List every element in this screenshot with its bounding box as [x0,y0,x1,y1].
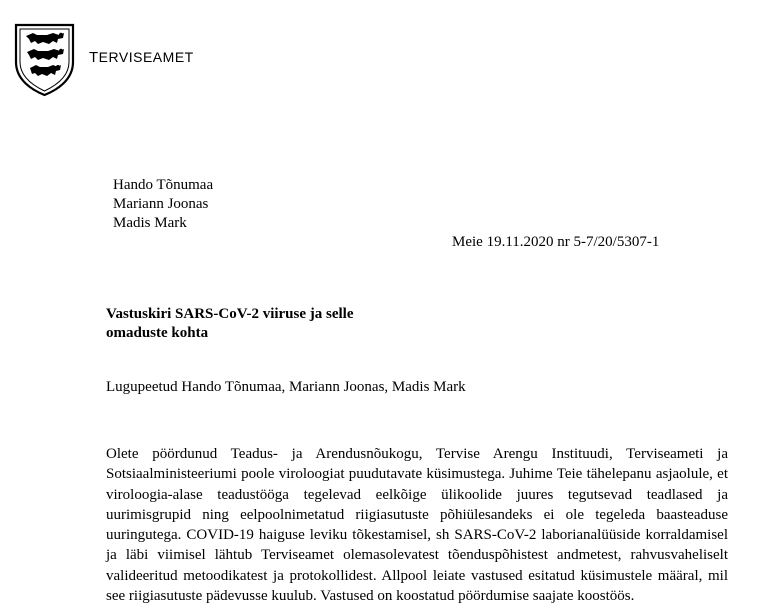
coat-of-arms-icon [13,22,76,97]
recipient-list [113,176,213,233]
salutation: Lugupeetud Hando Tõnumaa, Mariann Joonas, Madis Mark [106,379,466,395]
body-paragraph: Olete pöördunud Teadus- ja Arendusnõukogu, Tervise Arengu Instituudi, Terviseameti ja Sotsiaalministeeriumi poole viroloogiat puudutavate küsimustega. Juhime Teie tähelepanu asjaolule, et viroloogia-alase teadustööga tegelevad eelkõige ülikoolide juures tegutsevad teadlased ja uurimisgrupid ning eelpoolnimetatud riigiasutuste põhiülesandeks ei ole tegeleda baasteaduse uuringutega. COVID-19 haiguse leviku tõkestamisel, sh SARS-CoV-2 laborianalüüside korraldamisel ja läbi viimisel lähtub Terviseamet olemasolevatest tõenduspõhistest andmetest, rahvusvaheliselt valideeritud metoodikatest ja protokollidest. Allpool leiate vastused esitatud küsimustele määral, mil see riigiasutuste pädevusse kuulub. Vastused on koostatud pöördumise saajate koostöös. [106,446,728,605]
document-reference: Meie 19.11.2020 nr 5-7/20/5307-1 [452,234,660,250]
recipient-name: Hando Tõnumaa [113,177,214,193]
recipient-name: Madis Mark [113,215,187,231]
letter-subject: Vastuskiri SARS-CoV-2 viiruse ja selle omaduste kohta [106,306,354,341]
agency-name: TERVISEAMET [89,49,194,66]
recipient-name: Mariann Joonas [113,196,209,212]
